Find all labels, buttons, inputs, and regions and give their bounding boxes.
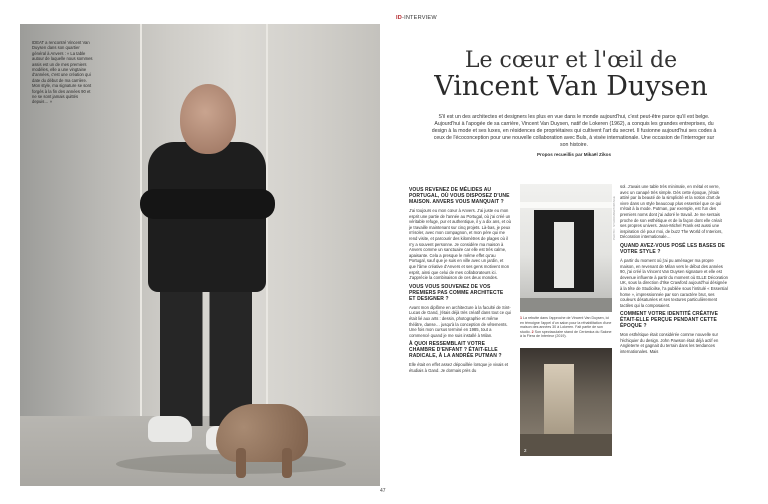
interior-photo-2 — [520, 348, 612, 456]
answer: Avant mon diplôme en architecture à la faculté de Sint-Lucas de Gand, j'étais déjà très créatif dans tout ce qui était lié aux arts : dessin, photographie et même théâtre, danse… jusqu'à la conception de vêtements. Une fois mon cursus terminé en 1985, tout a commencé quand je me suis installé à Milan. — [409, 304, 511, 338]
article-column-1 — [409, 184, 511, 376]
photo-floor — [20, 416, 380, 486]
image-caption — [520, 316, 612, 339]
ceiling-beam — [520, 202, 612, 208]
question: VOUS VOUS SOUVENEZ DE VOS PREMIERS PAS COMME ARCHITECTE ET DESIGNER ? — [409, 283, 504, 302]
answer: Elle était en effet assez dépouillée lorsque je vivais et étudiais à Gand. Je dormais près du — [409, 362, 509, 373]
plinth — [520, 434, 612, 456]
photo-caption: IDEAT a rencontré Vincent Van Duysen dans son quartier général à Anvers : « La table autour de laquelle nous sommes assis est un de mes premiers modèles, elle a une vingtaine d'années, c'est une création qui date du début de ma carrière. Mon style, ma signature se sont forgés à la fin des années 90 et ne se sont jamais quittés depuis… » — [32, 40, 93, 105]
dog-leg — [282, 448, 292, 478]
answer: J'ai toujours eu mon cœur à Anvers. J'ai juste eu mon esprit une partie de l'année au Portugal, où j'ai créé un véritable refuge, pur et authentique, il y a dix ans, et où je travaille maintenant sur cinq projets. Là-bas, je peux m'isoler, avec mon compagnon, et mon père qui me rend visite, et parcourir des kilomètres de plages où il n'y a souvent personne. Je considère ma maison à Anvers comme un sanctuaire car elle est très calme, apaisante. Cela a presque le même effet qu'au Portugal, sauf que je suis en ville avec un jardin, et que l'âme créative d'Anvers et ses gens motivent mon esprit, ainsi que celui de mes collaborateurs ici. J'apprécie la combinaison de ces deux mondes. — [409, 208, 511, 281]
rubric-prefix: ID — [396, 15, 402, 21]
stair — [520, 298, 612, 312]
headline-line2: Vincent Van Duysen — [434, 71, 708, 102]
person-head — [180, 84, 236, 154]
interior-photo-1 — [520, 184, 612, 312]
question: QUAND AVEZ-VOUS POSÉ LES BASES DE VOTRE STYLE ? — [620, 242, 725, 255]
dog — [216, 404, 308, 462]
answer: À partir du moment où j'ai pu aménager ma propre maison, en revenant de Milan vers le début des années 90, j'ai créé la Vincent Van Duysen signature et elle est devenue influente à partir du moment où ELLE Décoration UK, sous la direction d'Ilse Crawford aujourd'hui désignée à la tête de Studioilse, l'a publiée sous l'intitulé « Essential home », impressionnée par son caractère brut, ses couleurs désaturées et ses textures particulièrement tactiles qui la composaient. — [620, 257, 729, 308]
person-shoe — [148, 416, 192, 442]
answer: sol. J'avais une table très minimale, en métal et verre, avec un canapé très simple. Dès cette époque, j'étais attiré par la beauté de la simplicité et la notion d'art de vivre dans un style beaucoup plus essentiel que ce qui n'était à la mode. Putman, par exemple, est l'un des premiers noms dont j'ai adoré le travail. Je me sentais proche de son esthétique et de la façon dont elle créait ses propres univers. Jean-Michel Frank est aussi une inspiration clé pour moi, de buzz The World of Interiors, Décoration internationale… — [620, 184, 723, 240]
question: À QUOI RESSEMBLAIT VOTRE CHAMBRE D'ENFANT ? ÉTAIT-ELLE RADICALE, À LA ANDRÉE PUTMAN ? — [409, 341, 502, 360]
photo-number: 2 — [524, 448, 527, 453]
standfirst: S'il est un des architectes et designers les plus en vue dans le monde aujourd'hui, c'est peut-être parce qu'il est belge. Aujourd'hui à l'apogée de sa carrière, Vincent Van Duysen, natif de Lokeren (1962), a conquis les grandes entreprises, du design à la mode et ses luxes, en résidences de propriétaires qui cultivent l'art du secret. Il fusionne aujourd'hui ses codes à ceux de l'écoconception pour une nouvelle collaboration avec Buls, à visée internationale. Une occasion de l'interroger sur son histoire. — [431, 114, 717, 148]
lit-wall — [544, 364, 574, 444]
door-panel — [554, 222, 574, 288]
article-column-3 — [620, 184, 728, 358]
rubric-label: -INTERVIEW — [402, 15, 437, 21]
caption-number: 1 — [520, 316, 522, 320]
photo-credit: PHOTO : STUDIO/REPORTAGE — [612, 196, 616, 240]
page-number: 47 — [380, 488, 386, 494]
answer: Mon esthétique était considérée comme nouvelle sur l'échiquier du design. John Pawson était déjà actif en Angleterre et gagnait du terrain dans les tendances internationales. Mais — [620, 332, 719, 355]
person-legs — [160, 286, 252, 426]
caption-text: La rebutte dans l'approche de Vincent Van Duysen, ici en témoigne l'appel d'un salon pour la réhabilitation d'une maison des années 30 à Lokeren. Fait partie de son studio. — [520, 316, 612, 334]
byline: Propos recueillis par Mikaël Zikos — [536, 152, 612, 157]
question: VOUS REVENEZ DE MÉLIDES AU PORTUGAL, OÙ VOUS DISPOSEZ D'UNE MAISON. ANVERS VOUS MANQUAIT ? — [409, 187, 510, 205]
question: COMMENT VOTRE IDENTITÉ CRÉATIVE ÉTAIT-ELLE PERÇUE PENDANT CETTE ÉPOQUE ? — [620, 311, 719, 330]
dog-leg — [236, 448, 246, 478]
person-crossed-arms — [140, 189, 275, 219]
headline-line1: Le cœur et l'œil de — [464, 48, 678, 73]
rubric — [396, 15, 437, 21]
caption-number: 2 — [531, 329, 534, 334]
caption-text: Son spectaculaire stand de Cerámica du Salone à la Fiera de Interieur (2019). — [520, 329, 612, 339]
